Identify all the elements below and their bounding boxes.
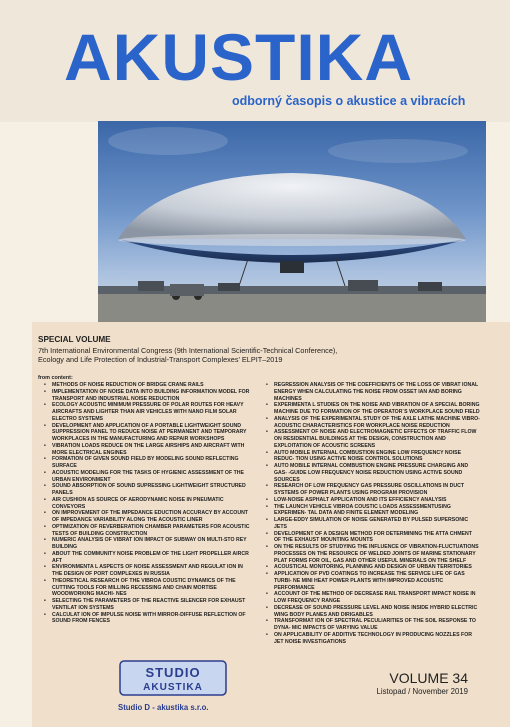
list-item: • SOUND ABSORPTION OF SOUND SUPRESSING LIGHTWEIGHT STRUCTURED PANELS	[44, 483, 246, 496]
volume-number: VOLUME 34	[389, 670, 468, 686]
list-item: • FORMATION OF GIVEN SOUND FIELD BY MODELING SOUND REFLECTING SURFACE	[44, 456, 239, 469]
list-item: • ON IMPROVEMENT OF THE IMPEDANCE EDUCTION ACCURACY BY ACCOUNT OF IMPEDANCE VARIABILITY ALONG THE ACOUSTIC LINER	[44, 510, 248, 523]
list-item: • SELECTING THE PARAMETERS OF THE REACTIVE SILENCER FOR EXHAUST VENTILAT ION SYSTEMS	[44, 598, 246, 611]
airship-photo	[98, 121, 486, 322]
company-name: Studio D - akustika s.r.o.	[118, 703, 209, 712]
list-item: • DECREASE OF SOUND PRESSURE LEVEL AND NOISE INSIDE HYBRID ELECTRIC WING BODY PLANES AND DIRIGABLES	[266, 604, 478, 618]
studio-logo-icon	[118, 657, 228, 699]
list-item: • THEORETICAL RESEARCH OF THE VIBROA COUSTIC DYNAMICS OF THE CUTTING TOOLS FOR MILLING RECESSING AND CHAIN MORTISE WOODWORKING MACHI- NES	[44, 577, 236, 598]
list-item: • LARGE-EDDY SIMULATION OF NOISE GENERATED BY PULSED SUPERSONIC JETS	[266, 517, 469, 530]
list-item: • ACOUSTICAL MONITORING, PLANNING AND DESIGN OF URBAN TERRITORIES	[266, 564, 472, 571]
list-item: • METHODS OF NOISE REDUCTION OF BRIDGE CRANE RAILS	[44, 382, 204, 388]
list-item: • VIBRATION LOADS REDUCE ON THE LARGE AIRSHIPS AND AIRCRAFT WITH MORE ELECTRICAL ENGINES	[44, 442, 245, 456]
list-item: • ACCOUNT OF THE METHOD OF DECREASE RAIL TRANSPORT IMPACT NOISE IN LOW FREQUENCY RANGE	[266, 591, 476, 604]
list-item: • CALCULAT ION OF IMPULSE NOISE WITH MIRROR-DIFFUSE REFLECTION OF SOUND FROM FENCES	[44, 611, 246, 625]
list-item: • TRANSFORMAT ION OF SPECTRAL PECULIARITIES OF THE SOIL RESPONSE TO DYNA- MIC IMPACTS OF VARYING VALUE	[266, 618, 476, 631]
list-item: • REGRESSION ANALYSIS OF THE COEFFICIENTS OF THE LOSS OF VIBRAT IONAL ENERGY WHEN CALCULATING THE NOISE FROM OSSET IAN AND BORING MACHINES	[266, 382, 479, 402]
list-item: • THE LAUNCH VEHICLE VIBROA COUSTIC LOADS ASSESSMENTUSING EXPERIMEN- TAL DATA AND FINITE ELEMENT MODELING	[266, 503, 451, 517]
list-item: • ECOLOGY ACOUSTIC MINIMUM PRESSURE OF POLAR ROUTES FOR HEAVY AIRCRAFTS AND LIGHTER THAN AIR VEHICLES WITH NANO FILM SOLAR ELECTRO SYSTEMS	[44, 402, 244, 422]
list-item: • OPTIMIZATION OF REVERBERATION CHAMBER PARAMETERS FOR ACOUSTIC TESTS OF BUILDING CONSTRUCTION	[44, 523, 250, 537]
list-item: • APPLICATION OF PVD COATINGS TO INCREASE THE SERVICE LIFE OF GAS TURBI- NE MINI HEAT POWER PLANTS WITH IMPROVED ACOUSTIC PERFORMANCE	[266, 571, 465, 591]
congress-line-1: 7th International Environmental Congress (9th International Scientific-Technical Conference),	[38, 346, 338, 355]
list-item: • ON APPLICABILITY OF ADDITIVE TECHNOLOGY IN PRODUCING NOZZLES FOR JET NOISE INVESTIGATIONS	[266, 631, 472, 645]
special-volume-heading: SPECIAL VOLUME	[38, 335, 111, 344]
list-item: • ASSESSMENT OF NOISE AND ELECTROMAGNETIC EFFECTS OF TRAFFIC FLOW ON RESIDENTIAL BUILDINGS AT THE DESIGN, CONSTRUCTION AND EXPLOITATION OF ACOUSTIC SCREENS	[266, 429, 477, 449]
contents-list-right	[266, 382, 480, 645]
list-item: • RESEARCH OF LOW FREQUENCY GAS PRESSURE OSCILLATIONS IN DUCT SYSTEMS OF POWER PLANTS USING PROGRAM PROVISION	[266, 483, 465, 496]
list-item: • NUMERIC ANALYSIS OF VIBRAT ION IMPACT OF SUBWAY ON MULTI-STO REY BUILDING	[44, 537, 247, 550]
airship-photo-icon	[98, 121, 486, 322]
issue-date: Listopad / November 2019	[376, 687, 468, 696]
list-item: • ACOUSTIC MODELING FOR THE TASKS OF HYGIENIC ASSESSMENT OF THE URBAN ENVIRONMENT	[44, 469, 244, 483]
list-item: • ABOUT THE COMMUNITY NOISE PROBLEM OF THE LIGHT PROPELLER AIRCR AFT	[44, 550, 249, 564]
list-item: • ON THE RESULTS OF STUDYING THE INFLUENCE OF VIBRATION-FLUCTUATIONS PROCESSES ON THE RESOURCE OF WELDED JOINTS OF MARINE STATIONARY PLAT FORMS FOR OIL, GAS AND OTHER USEFUL MINERALS ON THE SHELF	[266, 544, 479, 564]
studio-logo	[118, 657, 228, 699]
svg-text:AKUSTIKA: AKUSTIKA	[143, 682, 203, 693]
congress-description	[38, 346, 378, 365]
list-item: • LOW-NOISE ASPHALT APPLICATION AND ITS EFFICIENCY ANALYSIS	[266, 496, 447, 503]
list-item: • AUTO MOBILE INTERNAL COMBUSTION ENGINE LOW FREQUENCY NOISE REDUC- TION USING ACTIVE NOISE CONTROL SOLUTIONS	[266, 449, 462, 463]
magazine-subtitle: odborný časopis o akustice a vibracích	[232, 94, 466, 108]
list-item: • AUTO MOBILE INTERNAL COMBUSTION ENGINE PRESSURE CHARGING AND GAS- -GUIDE LOW FREQUENCY NOISE REDUCTION USING ACTIVE SOUND SOURCES	[266, 463, 469, 483]
list-item: • DEVELOPMENT OF A DESIGN METHOD FOR DETERMINING THE ATTA CHMENT OF THE EXHAUST MOUNTING MOUNTS	[266, 530, 472, 544]
contents-label: from content:	[38, 375, 73, 381]
svg-text:STUDIO: STUDIO	[145, 665, 201, 680]
list-item: • AIR CUSHION AS SOURCE OF AERODYNAMIC NOISE IN PNEUMATIC CONVEYORS	[44, 496, 224, 510]
magazine-title: AKUSTIKA	[64, 20, 413, 94]
list-item: • IMPLEMENTATION OF NOISE DATA INTO BUILDING INFORMATION MODEL FOR TRANSPORT AND INDUSTRIAL NOISE REDUCTION	[44, 388, 250, 402]
contents-list-left	[44, 382, 254, 625]
congress-line-2: Ecology and Life Protection of Industrial-Transport Complexes' ELPIT–2019	[38, 355, 283, 365]
list-item: • ENVIRONMENTA L ASPECTS OF NOISE ASSESSMENT AND REGULAT ION IN THE DESIGN OF PORT COMPLEXES IN RUSSIA	[44, 564, 243, 577]
list-item: • EXPERIMENTA L STUDIES ON THE NOISE AND VIBRATION OF A SPECIAL BORING MACHINE DUE TO FORMATION OF THE OPERATOR´S WORKPLACE SOUND FIELD	[266, 402, 480, 415]
list-item: • DEVELOPMENT AND APPLICATION OF A PORTABLE LIGHTWEIGHT SOUND SUPPRESSION PANEL TO REDUCE NOISE AT PERMANENT AND TEMPORARY WORKPLACES IN THE MANUFACTURING AND REPAIR WORKSHOPS	[44, 422, 247, 442]
list-item: • ANALYSIS OF THE EXPERIMENTAL STUDY OF THE AXLE LATHE MACHINE VIBRO- ACOUSTIC CHARACTERISTICS FOR WORKPLACE NOISE REDUCTION	[266, 415, 480, 429]
